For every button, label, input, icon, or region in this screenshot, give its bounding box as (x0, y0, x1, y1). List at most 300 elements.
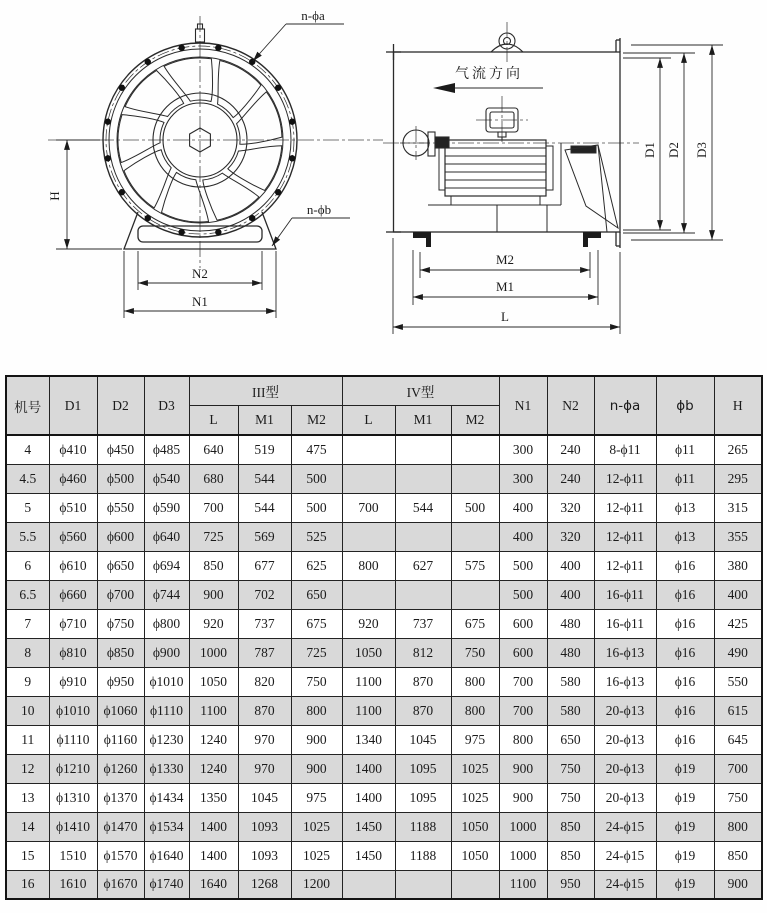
table-cell: 580 (547, 696, 594, 725)
table-cell: 295 (714, 464, 762, 493)
table-cell: 16-ϕ11 (594, 609, 656, 638)
table-cell: ϕ19 (656, 812, 714, 841)
table-cell: ϕ600 (97, 522, 144, 551)
table-cell: 400 (547, 551, 594, 580)
table-cell: 700 (499, 696, 547, 725)
table-cell (451, 580, 499, 609)
table-cell: 480 (547, 609, 594, 638)
table-cell: ϕ11 (656, 464, 714, 493)
table-cell: ϕ13 (656, 493, 714, 522)
table-cell: ϕ560 (49, 522, 97, 551)
table-cell: 1510 (49, 841, 97, 870)
table-cell (342, 522, 395, 551)
dim-label-l: L (501, 309, 509, 324)
table-cell: ϕ460 (49, 464, 97, 493)
table-cell: 1100 (499, 870, 547, 899)
table-cell: ϕ660 (49, 580, 97, 609)
table-cell: 500 (451, 493, 499, 522)
table-cell: 975 (451, 725, 499, 754)
table-cell: 8 (6, 638, 49, 667)
header-iii-m1: M1 (238, 406, 291, 436)
table-cell: ϕ485 (144, 435, 189, 464)
label-n-phi-a: n-ϕa (301, 8, 325, 23)
table-cell: ϕ16 (656, 551, 714, 580)
table-cell: 12-ϕ11 (594, 493, 656, 522)
table-cell: 1240 (189, 725, 238, 754)
table-cell (395, 464, 451, 493)
airflow-arrow (433, 83, 543, 93)
header-type-iii: III型 (189, 376, 342, 406)
table-cell (395, 435, 451, 464)
table-cell: ϕ1230 (144, 725, 189, 754)
table-cell: 970 (238, 754, 291, 783)
table-cell: ϕ950 (97, 667, 144, 696)
table-cell: ϕ19 (656, 841, 714, 870)
table-cell: ϕ1740 (144, 870, 189, 899)
table-cell: 1400 (342, 783, 395, 812)
table-cell: ϕ16 (656, 609, 714, 638)
table-cell: ϕ1010 (49, 696, 97, 725)
table-cell: 1000 (189, 638, 238, 667)
table-cell: 1050 (451, 841, 499, 870)
table-cell: ϕ650 (97, 551, 144, 580)
table-cell: 1350 (189, 783, 238, 812)
table-cell: 750 (451, 638, 499, 667)
table-cell (395, 580, 451, 609)
table-cell: 240 (547, 435, 594, 464)
table-cell: 24-ϕ15 (594, 812, 656, 841)
table-cell: 525 (291, 522, 342, 551)
table-cell (451, 435, 499, 464)
table-cell: 1025 (451, 783, 499, 812)
leader-n-phi-a (253, 24, 344, 61)
table-cell: 300 (499, 464, 547, 493)
header-phi-b: ϕb (656, 376, 714, 435)
table-cell: 475 (291, 435, 342, 464)
table-cell: 1050 (342, 638, 395, 667)
table-cell: 7 (6, 609, 49, 638)
table-row (6, 551, 762, 580)
table-cell: ϕ1434 (144, 783, 189, 812)
table-row (6, 522, 762, 551)
table-cell: 1400 (342, 754, 395, 783)
table-cell: 850 (714, 841, 762, 870)
dimension-table (5, 375, 763, 900)
table-cell: ϕ590 (144, 493, 189, 522)
centerlines (48, 16, 383, 268)
table-cell: ϕ16 (656, 667, 714, 696)
support-column (497, 205, 547, 232)
table-cell: 677 (238, 551, 291, 580)
table-cell: 544 (238, 464, 291, 493)
table-cell: 850 (547, 841, 594, 870)
table-cell: 900 (291, 725, 342, 754)
table-cell: ϕ510 (49, 493, 97, 522)
table-row (6, 725, 762, 754)
table-cell: 600 (499, 638, 547, 667)
table-cell: 1100 (189, 696, 238, 725)
table-cell (342, 464, 395, 493)
table-cell: ϕ540 (144, 464, 189, 493)
header-n2: N2 (547, 376, 594, 435)
table-cell: 575 (451, 551, 499, 580)
dim-label-m2: M2 (495, 252, 515, 267)
table-cell: ϕ910 (49, 667, 97, 696)
table-cell: 900 (499, 754, 547, 783)
table-cell: ϕ1160 (97, 725, 144, 754)
header-h: H (714, 376, 762, 435)
header-type-iv: IV型 (342, 376, 499, 406)
table-cell: 1188 (395, 841, 451, 870)
table-cell: 15 (6, 841, 49, 870)
fan-side-view-drawing (383, 0, 767, 370)
header-n1: N1 (499, 376, 547, 435)
table-cell (451, 464, 499, 493)
table-row (6, 464, 762, 493)
table-cell: 14 (6, 812, 49, 841)
table-row (6, 609, 762, 638)
table-cell: 500 (291, 464, 342, 493)
table-row (6, 580, 762, 609)
table-cell: ϕ1370 (97, 783, 144, 812)
table-cell: 750 (714, 783, 762, 812)
dim-label-n2: N2 (192, 266, 208, 281)
motor (428, 140, 561, 205)
table-cell: ϕ1060 (97, 696, 144, 725)
table-row (6, 435, 762, 464)
drawings-row (0, 0, 767, 370)
table-cell: 920 (342, 609, 395, 638)
table-cell: 20-ϕ13 (594, 754, 656, 783)
table-cell: ϕ850 (97, 638, 144, 667)
header-d3: D3 (144, 376, 189, 435)
table-cell: 320 (547, 522, 594, 551)
table-cell: 240 (547, 464, 594, 493)
table-cell: 725 (291, 638, 342, 667)
table-row (6, 638, 762, 667)
table-cell: ϕ1410 (49, 812, 97, 841)
table-cell: 750 (291, 667, 342, 696)
dimension-table-body (6, 435, 762, 899)
header-iii-l: L (189, 406, 238, 436)
table-cell: 820 (238, 667, 291, 696)
table-cell: 1000 (499, 841, 547, 870)
table-cell: 400 (547, 580, 594, 609)
table-cell: 787 (238, 638, 291, 667)
table-cell: 600 (499, 609, 547, 638)
table-cell: 1450 (342, 841, 395, 870)
table-cell: ϕ500 (97, 464, 144, 493)
fan-front-view-drawing (0, 0, 383, 370)
table-cell: 500 (291, 493, 342, 522)
table-cell: 900 (499, 783, 547, 812)
centerline-main (383, 22, 639, 160)
table-cell: 1025 (291, 841, 342, 870)
table-cell (451, 870, 499, 899)
table-cell: 850 (547, 812, 594, 841)
table-row (6, 812, 762, 841)
header-d1: D1 (49, 376, 97, 435)
table-cell: 12-ϕ11 (594, 551, 656, 580)
table-cell: 650 (291, 580, 342, 609)
table-cell: 400 (714, 580, 762, 609)
table-cell: 265 (714, 435, 762, 464)
dim-label-d2: D2 (666, 142, 681, 158)
table-cell: 1100 (342, 667, 395, 696)
table-cell: ϕ694 (144, 551, 189, 580)
table-cell: 5 (6, 493, 49, 522)
table-cell: ϕ1260 (97, 754, 144, 783)
table-cell: 1045 (395, 725, 451, 754)
table-cell: ϕ700 (97, 580, 144, 609)
table-cell: 1610 (49, 870, 97, 899)
table-cell (395, 870, 451, 899)
table-cell: 544 (238, 493, 291, 522)
dim-label-n1: N1 (192, 294, 208, 309)
table-cell: 16-ϕ11 (594, 580, 656, 609)
dim-label-d3: D3 (694, 142, 709, 158)
table-cell: ϕ1670 (97, 870, 144, 899)
table-cell: 850 (189, 551, 238, 580)
table-cell: 920 (189, 609, 238, 638)
table-cell: 550 (714, 667, 762, 696)
table-cell: ϕ800 (144, 609, 189, 638)
table-cell: 675 (451, 609, 499, 638)
table-cell: 1188 (395, 812, 451, 841)
table-cell: 580 (547, 667, 594, 696)
table-cell: ϕ710 (49, 609, 97, 638)
table-cell (395, 522, 451, 551)
table-cell: 800 (499, 725, 547, 754)
table-cell (342, 870, 395, 899)
table-cell: 20-ϕ13 (594, 783, 656, 812)
table-cell: 500 (499, 580, 547, 609)
table-cell: 900 (189, 580, 238, 609)
table-cell: ϕ1110 (144, 696, 189, 725)
table-row (6, 754, 762, 783)
table-cell: 6 (6, 551, 49, 580)
header-machine-no: 机号 (6, 376, 49, 435)
table-cell: 970 (238, 725, 291, 754)
table-cell (342, 435, 395, 464)
dim-label-m1: M1 (495, 279, 515, 294)
table-cell: ϕ1640 (144, 841, 189, 870)
table-row (6, 696, 762, 725)
table-cell: 700 (189, 493, 238, 522)
table-cell: 700 (342, 493, 395, 522)
table-cell: 1268 (238, 870, 291, 899)
table-cell: 20-ϕ13 (594, 696, 656, 725)
table-cell: 1050 (451, 812, 499, 841)
table-cell: 870 (238, 696, 291, 725)
dimension-h (56, 140, 122, 249)
table-cell: 1095 (395, 754, 451, 783)
table-cell: 800 (342, 551, 395, 580)
table-cell: ϕ11 (656, 435, 714, 464)
table-cell: 544 (395, 493, 451, 522)
table-cell: 1093 (238, 812, 291, 841)
table-cell: 1200 (291, 870, 342, 899)
table-cell: ϕ1330 (144, 754, 189, 783)
table-row (6, 667, 762, 696)
table-cell: ϕ410 (49, 435, 97, 464)
table-cell: 800 (291, 696, 342, 725)
table-cell: ϕ16 (656, 638, 714, 667)
table-cell: 725 (189, 522, 238, 551)
table-cell: 400 (499, 493, 547, 522)
table-row (6, 870, 762, 899)
table-cell: 12-ϕ11 (594, 464, 656, 493)
table-cell: 900 (714, 870, 762, 899)
table-cell: 640 (189, 435, 238, 464)
table-cell: 425 (714, 609, 762, 638)
table-cell: 700 (714, 754, 762, 783)
table-cell: 9 (6, 667, 49, 696)
table-cell: 950 (547, 870, 594, 899)
header-iv-m2: M2 (451, 406, 499, 436)
table-cell: 1640 (189, 870, 238, 899)
table-cell: ϕ1310 (49, 783, 97, 812)
table-header (6, 376, 762, 435)
table-wrapper (5, 375, 763, 900)
table-cell: 680 (189, 464, 238, 493)
header-iv-l: L (342, 406, 395, 436)
table-cell: 500 (499, 551, 547, 580)
table-cell: ϕ1570 (97, 841, 144, 870)
table-cell: 5.5 (6, 522, 49, 551)
table-cell: 16 (6, 870, 49, 899)
dim-label-h: H (47, 191, 62, 201)
table-cell: 700 (499, 667, 547, 696)
table-cell: 870 (395, 696, 451, 725)
table-cell: 4 (6, 435, 49, 464)
table-cell: ϕ744 (144, 580, 189, 609)
table-cell: 10 (6, 696, 49, 725)
table-cell: 1045 (238, 783, 291, 812)
table-cell: 24-ϕ15 (594, 841, 656, 870)
table-cell: 1400 (189, 841, 238, 870)
table-cell: ϕ19 (656, 870, 714, 899)
label-n-phi-b: n-ϕb (306, 202, 332, 217)
table-cell: 490 (714, 638, 762, 667)
airflow-label: 气流方向 (455, 67, 523, 82)
table-cell: 1050 (189, 667, 238, 696)
table-cell: 380 (714, 551, 762, 580)
table-cell: 1340 (342, 725, 395, 754)
table-cell: ϕ640 (144, 522, 189, 551)
table-cell: ϕ810 (49, 638, 97, 667)
table-row (6, 841, 762, 870)
table-cell: ϕ1110 (49, 725, 97, 754)
mounting-feet (413, 232, 601, 247)
table-row (6, 783, 762, 812)
dim-label-d1: D1 (642, 142, 657, 158)
table-cell: 1095 (395, 783, 451, 812)
table-cell: 615 (714, 696, 762, 725)
table-cell: ϕ13 (656, 522, 714, 551)
table-cell: ϕ610 (49, 551, 97, 580)
table-cell: ϕ1534 (144, 812, 189, 841)
table-cell: 750 (547, 754, 594, 783)
table-cell: 11 (6, 725, 49, 754)
table-cell: 519 (238, 435, 291, 464)
table-row (6, 493, 762, 522)
table-cell (342, 580, 395, 609)
table-cell: 800 (451, 696, 499, 725)
table-cell: 800 (451, 667, 499, 696)
header-n-phi-a: n-ϕa (594, 376, 656, 435)
table-cell: 870 (395, 667, 451, 696)
table-cell: 300 (499, 435, 547, 464)
table-cell: 1450 (342, 812, 395, 841)
table-cell: 6.5 (6, 580, 49, 609)
table-cell: 13 (6, 783, 49, 812)
table-cell: 24-ϕ15 (594, 870, 656, 899)
table-cell: 1100 (342, 696, 395, 725)
table-cell: 650 (547, 725, 594, 754)
table-cell: ϕ900 (144, 638, 189, 667)
table-cell: 4.5 (6, 464, 49, 493)
table-cell: 737 (238, 609, 291, 638)
leader-n-phi-b (272, 218, 350, 246)
table-cell: 569 (238, 522, 291, 551)
table-cell: 625 (291, 551, 342, 580)
table-cell: ϕ19 (656, 754, 714, 783)
table-cell: 355 (714, 522, 762, 551)
table-cell: 675 (291, 609, 342, 638)
table-cell: 480 (547, 638, 594, 667)
table-cell: 645 (714, 725, 762, 754)
table-cell: 750 (547, 783, 594, 812)
outlet-section (561, 143, 618, 232)
header-iv-m1: M1 (395, 406, 451, 436)
table-cell: 975 (291, 783, 342, 812)
table-cell: ϕ1010 (144, 667, 189, 696)
table-cell: ϕ16 (656, 696, 714, 725)
table-cell: 1025 (451, 754, 499, 783)
table-cell: 1025 (291, 812, 342, 841)
table-cell: 702 (238, 580, 291, 609)
table-cell: 16-ϕ13 (594, 667, 656, 696)
header-iii-m2: M2 (291, 406, 342, 436)
table-cell: 20-ϕ13 (594, 725, 656, 754)
table-cell: ϕ750 (97, 609, 144, 638)
table-cell: 627 (395, 551, 451, 580)
table-cell: ϕ1470 (97, 812, 144, 841)
table-cell: 12-ϕ11 (594, 522, 656, 551)
table-cell: 320 (547, 493, 594, 522)
table-cell: 900 (291, 754, 342, 783)
table-cell: 8-ϕ11 (594, 435, 656, 464)
bearing-shaft (400, 130, 449, 156)
table-cell: 400 (499, 522, 547, 551)
table-cell: 1093 (238, 841, 291, 870)
table-cell: 812 (395, 638, 451, 667)
table-cell: 1240 (189, 754, 238, 783)
table-cell: ϕ16 (656, 725, 714, 754)
table-cell: 315 (714, 493, 762, 522)
table-cell: ϕ1210 (49, 754, 97, 783)
header-d2: D2 (97, 376, 144, 435)
table-cell: 1400 (189, 812, 238, 841)
table-cell: ϕ19 (656, 783, 714, 812)
table-cell: 800 (714, 812, 762, 841)
table-cell: ϕ16 (656, 580, 714, 609)
impeller-blades (113, 54, 289, 229)
table-cell: 16-ϕ13 (594, 638, 656, 667)
table-cell: 12 (6, 754, 49, 783)
table-cell (451, 522, 499, 551)
